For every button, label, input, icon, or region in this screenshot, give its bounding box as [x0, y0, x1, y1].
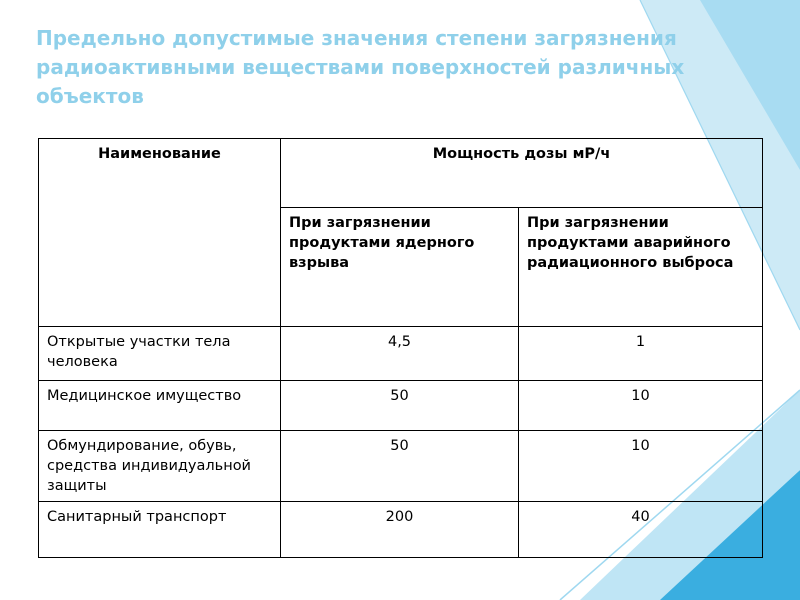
row-name-cell: Медицинское имущество: [39, 381, 281, 431]
limits-table: [38, 138, 763, 558]
row-name-cell: Открытые участки тела человека: [39, 327, 281, 381]
accident-value-cell: 10: [519, 431, 763, 502]
row-name-cell: Санитарный транспорт: [39, 502, 281, 558]
table-row: [39, 327, 763, 381]
nuclear-value-cell: 200: [281, 502, 519, 558]
accident-value-cell: 10: [519, 381, 763, 431]
nuclear-value-cell: 50: [281, 381, 519, 431]
column-header-accident: При загрязнении продуктами аварийного радиационного выброса: [519, 208, 763, 327]
nuclear-value-cell: 4,5: [281, 327, 519, 381]
column-header-name: Наименование: [39, 139, 281, 327]
table-row: [39, 381, 763, 431]
nuclear-value-cell: 50: [281, 431, 519, 502]
page-title: Предельно допустимые значения степени загрязнения радиоактивными веществами поверхностей различных объектов: [36, 26, 685, 108]
table-row: [39, 502, 763, 558]
accident-value-cell: 40: [519, 502, 763, 558]
column-header-dose: Мощность дозы мР/ч: [281, 139, 763, 208]
table-row: [39, 431, 763, 502]
table-header-row: [39, 139, 763, 208]
row-name-cell: Обмундирование, обувь, средства индивидуальной защиты: [39, 431, 281, 502]
accident-value-cell: 1: [519, 327, 763, 381]
column-header-nuclear: При загрязнении продуктами ядерного взрыва: [281, 208, 519, 327]
